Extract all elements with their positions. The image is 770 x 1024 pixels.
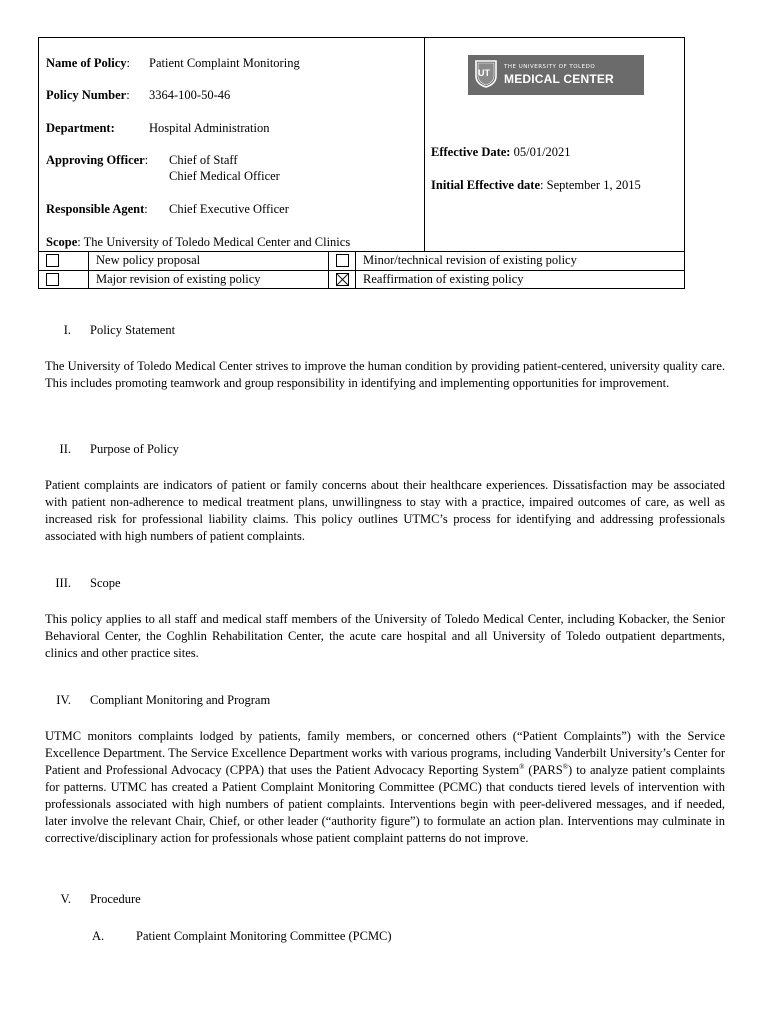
policy-name-label: Name of Policy <box>46 56 127 70</box>
initial-effective-date-value: September 1, 2015 <box>546 178 641 192</box>
section-title: Policy Statement <box>90 323 176 337</box>
effective-date-row <box>431 145 571 160</box>
section-title: Scope <box>90 576 121 590</box>
section-number: II. <box>59 442 71 456</box>
logo-top-text: THE UNIVERSITY OF TOLEDO <box>504 64 596 70</box>
subsection-title: Patient Complaint Monitoring Committee (PCMC) <box>136 929 392 943</box>
section-text-4-part-b: (PARS <box>524 763 563 777</box>
effective-date-label: Effective Date: <box>431 145 511 159</box>
responsible-agent-label: Responsible Agent <box>46 202 145 216</box>
approving-officer-row: Approving Officer: Chief of Staff Chief Medical Officer <box>46 153 280 183</box>
scope-label: Scope <box>46 235 78 249</box>
checkbox-label-new-policy: New policy proposal <box>96 253 201 267</box>
policy-number-value: 3364-100-50-46 <box>149 88 231 102</box>
registered-mark: ® <box>562 762 569 771</box>
initial-effective-date-row: Initial Effective date: September 1, 2015 <box>431 178 641 192</box>
department-value: Hospital Administration <box>149 121 270 135</box>
scope-value: The University of Toledo Medical Center and Clinics <box>83 235 351 249</box>
policy-name-value: Patient Complaint Monitoring <box>149 56 300 70</box>
checkbox-row-1 <box>39 251 684 270</box>
checkbox-label-minor-revision: Minor/technical revision of existing policy <box>363 253 577 267</box>
checkbox-label-major-revision: Major revision of existing policy <box>96 272 261 286</box>
subsection-number: A. <box>92 929 105 943</box>
section-title: Procedure <box>90 892 141 906</box>
effective-date-value: 05/01/2021 <box>513 145 571 159</box>
approving-officer-value-2: Chief Medical Officer <box>169 169 280 183</box>
department-label: Department: <box>46 121 115 135</box>
policy-name-row: Name of Policy: Patient Complaint Monitoring <box>46 56 300 70</box>
department-row <box>46 121 270 136</box>
policy-number-row: Policy Number: 3364-100-50-46 <box>46 88 231 102</box>
logo-main-text: MEDICAL CENTER <box>504 72 614 86</box>
subsection-heading-a <box>92 929 392 944</box>
policy-info-panel <box>39 38 425 251</box>
checkbox-minor-revision[interactable] <box>336 254 349 267</box>
checkbox-new-policy[interactable] <box>46 254 59 267</box>
utmc-logo <box>468 55 644 95</box>
policy-dates-panel <box>425 38 684 251</box>
section-text-4-part-a: UTMC monitors complaints lodged by patients, family members, or concerned others (“Patient Complaints”) with the Service Excellence Department. The Service Excellence Department works with various programs, including Vanderbilt University’s Center for Patient and Professional Advocacy (CPPA) that uses the Patient Advocacy Reporting System <box>45 729 725 777</box>
section-title: Compliant Monitoring and Program <box>90 693 271 707</box>
initial-effective-date-label: Initial Effective date <box>431 178 541 192</box>
checkbox-major-revision[interactable] <box>46 273 59 286</box>
section-text-4-part-c: ) to analyze patient complaints for patterns. UTMC has created a Patient Complaint Monitoring Committee (PCMC) that conducts tiered levels of intervention with professionals associated with high numbers of patient complaints. Interventions begin with peer-delivered messages, and if needed, later involve the relevant Chair, Chief, or other leader (“authority figure”) to formulate an action plan. Interventions may culminate in corrective/disciplinary action for professionals whose patient complaint patterns do not improve. <box>45 763 725 845</box>
section-number: I. <box>63 323 71 337</box>
section-text-2: Patient complaints are indicators of patient or family concerns about their healthcare experiences. Dissatisfaction may be associated with patient non-adherence to medical treatment plans, unwillingness to stay with a practice, impaired outcomes of care, as well as increased risk for professional liability claims. This policy outlines UTMC’s process for identifying and addressing professionals associated with high numbers of patient complaints. <box>45 478 725 543</box>
section-text-1: The University of Toledo Medical Center strives to improve the human condition by providing patient-centered, university quality care. This includes promoting teamwork and group responsibility in identifying and implementing opportunities for improvement. <box>45 359 725 390</box>
section-number: III. <box>55 576 71 590</box>
registered-mark: ® <box>519 762 525 771</box>
scope-row: Scope: The University of Toledo Medical Center and Clinics <box>46 235 351 249</box>
section-text-3: This policy applies to all staff and medical staff members of the University of Toledo Medical Center, including Kobacker, the Senior Behavioral Center, the Coghlin Rehabilitation Center, the acute care hospital and all University of Toledo outpatient departments, clinics and other practice sites. <box>45 612 725 660</box>
section-title: Purpose of Policy <box>90 442 179 456</box>
section-text-4 <box>45 728 725 847</box>
responsible-agent-value: Chief Executive Officer <box>169 202 289 216</box>
section-number: V. <box>60 892 71 906</box>
checkbox-reaffirmation[interactable] <box>336 273 349 286</box>
checkbox-label-reaffirmation: Reaffirmation of existing policy <box>363 272 524 286</box>
logo-mark: UT <box>478 68 490 78</box>
checkbox-row-2 <box>39 270 684 289</box>
approving-officer-label: Approving Officer <box>46 153 145 167</box>
responsible-agent-row: Responsible Agent: Chief Executive Officer <box>46 202 289 216</box>
policy-number-label: Policy Number <box>46 88 127 102</box>
section-number: IV. <box>56 693 71 707</box>
policy-header-box <box>38 37 685 289</box>
approving-officer-value-1: Chief of Staff <box>169 153 238 167</box>
